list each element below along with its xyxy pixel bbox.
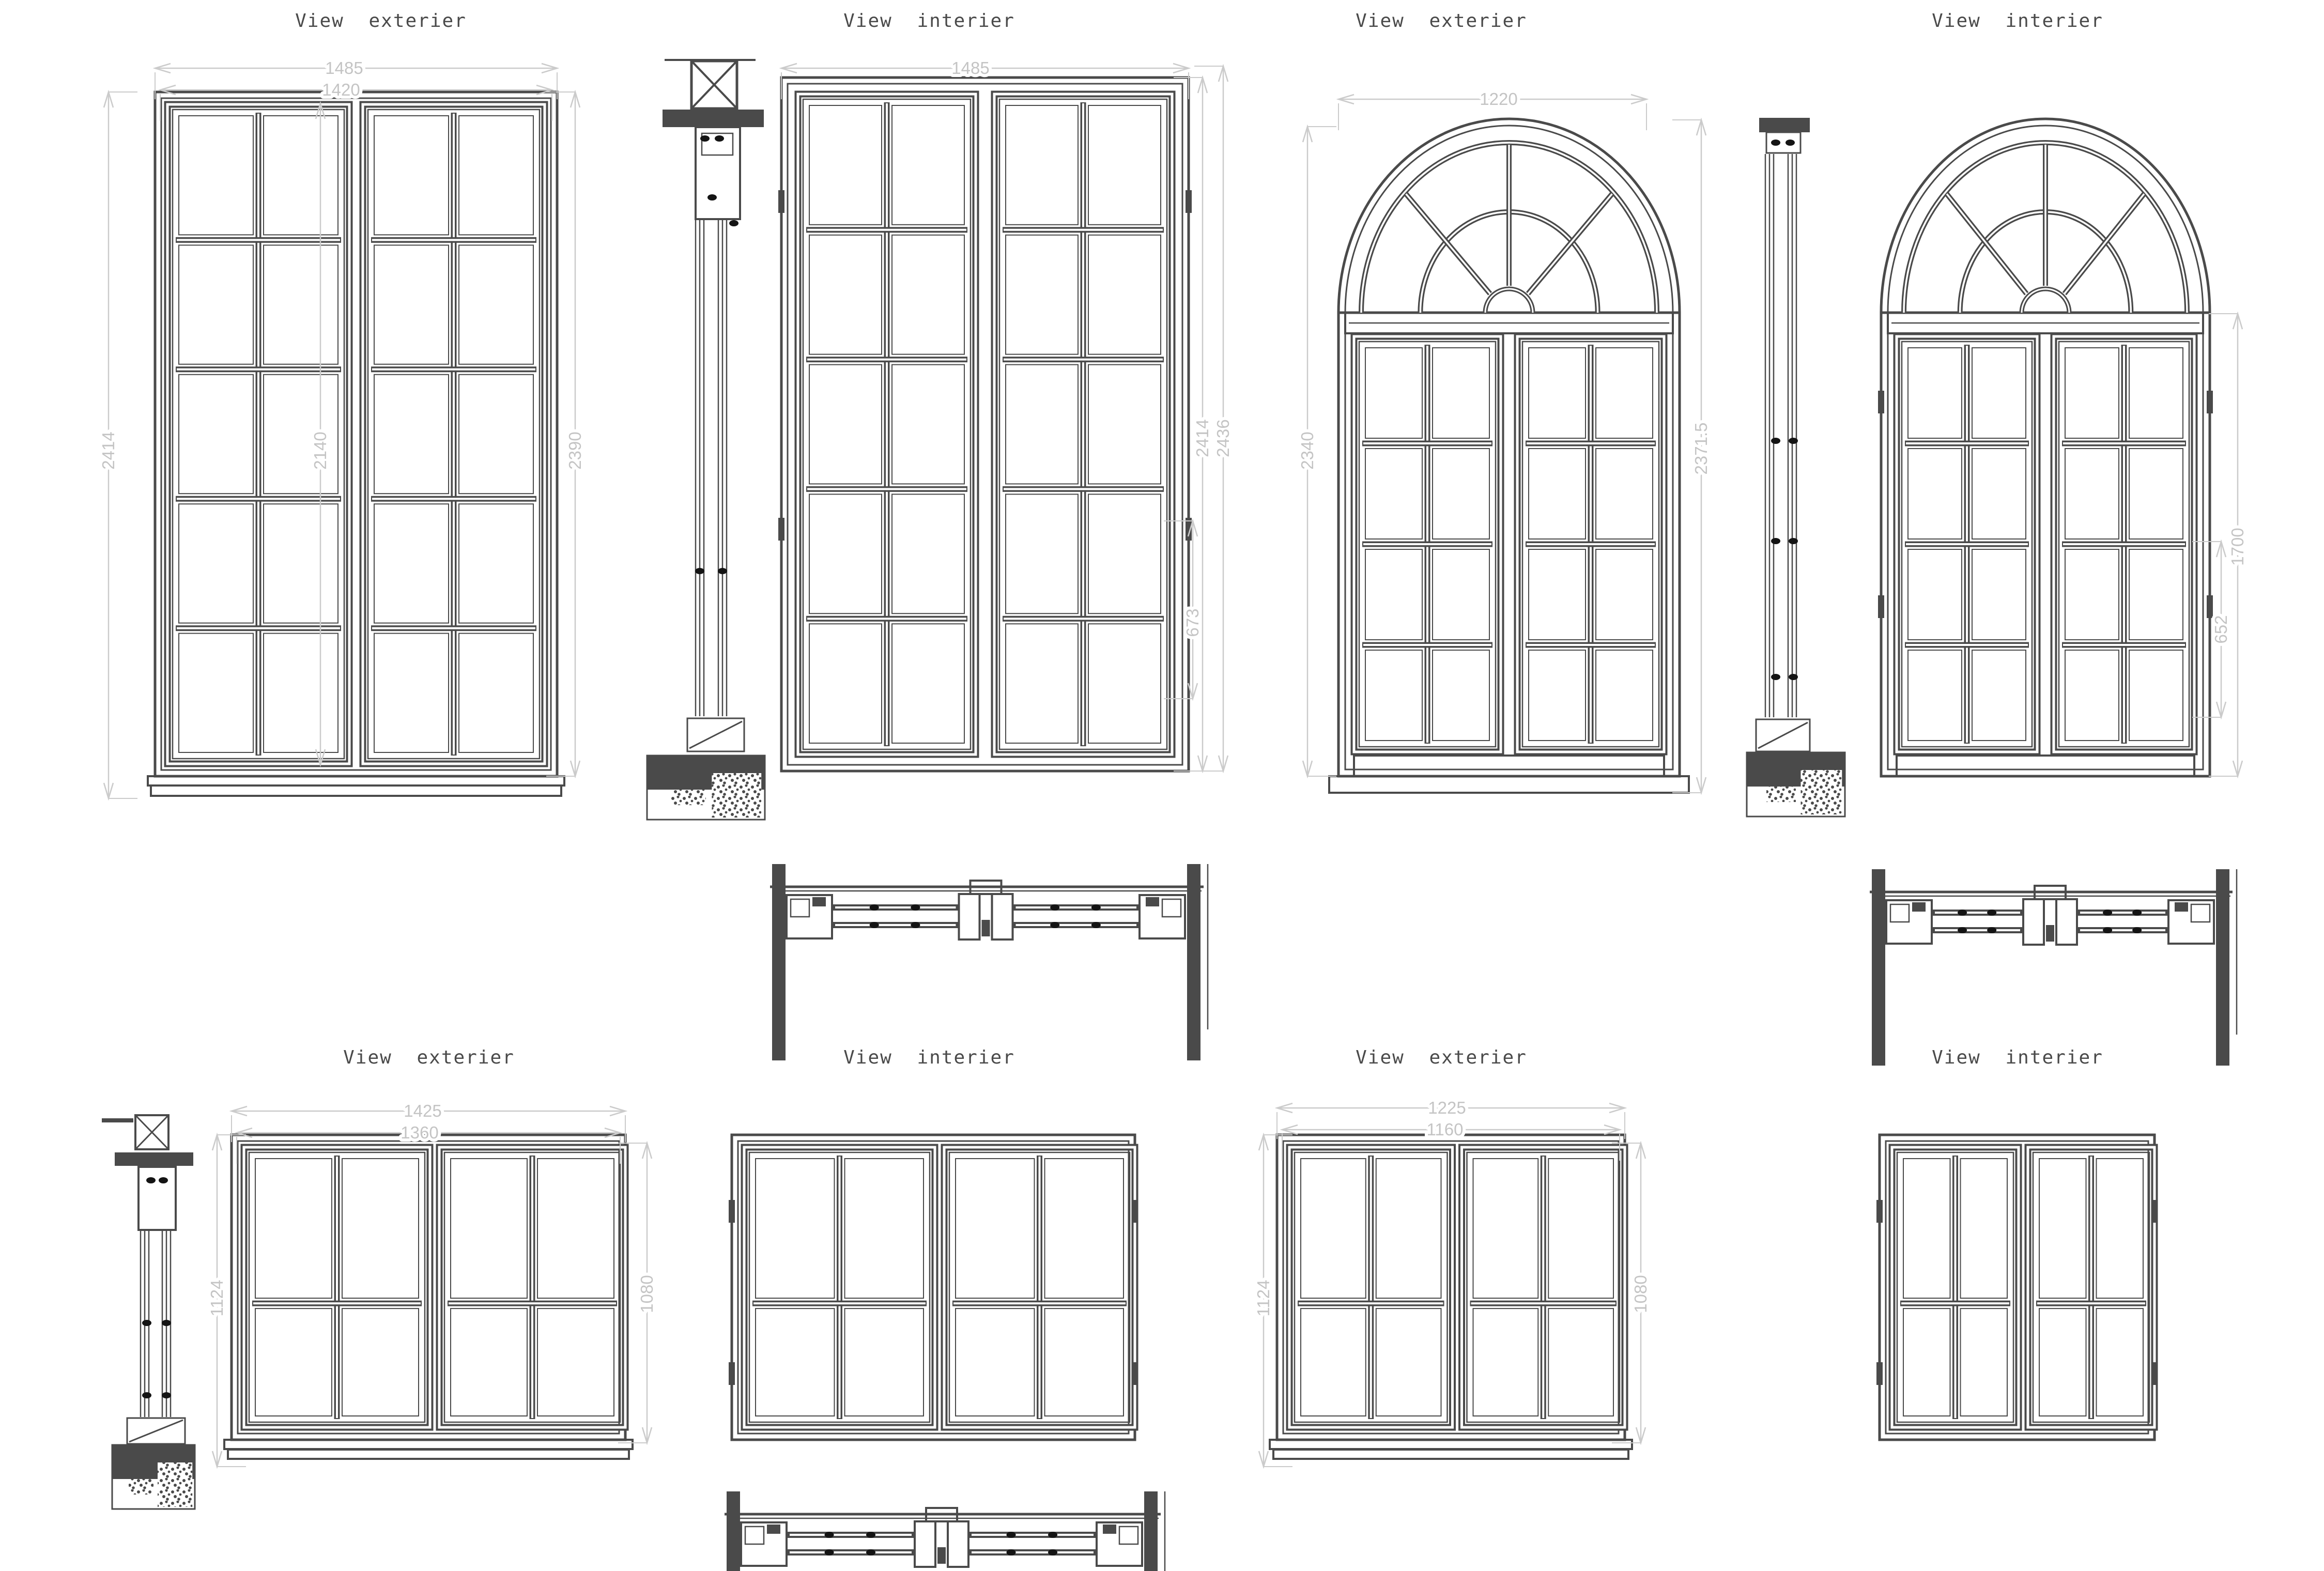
dim-label: 1220 <box>1480 89 1518 109</box>
dim-label: 1225 <box>1428 1098 1466 1117</box>
dim-label: 1080 <box>1631 1275 1650 1313</box>
horizontal-section-detail-3 <box>725 1491 1165 1571</box>
horizontal-section-detail-2 <box>1870 869 2237 1066</box>
panel-casement-exterior-1 <box>148 92 564 796</box>
dim-label: 673 <box>1183 608 1202 637</box>
view-title: View exterier <box>1356 1047 1527 1068</box>
dim-label: 1124 <box>207 1280 226 1317</box>
dim-label: 2436 <box>1213 419 1233 457</box>
view-title: View exterier <box>343 1047 515 1068</box>
dim-label: 1485 <box>951 58 990 78</box>
dim-label: 2414 <box>1193 419 1212 457</box>
view-title: View interier <box>1932 10 2103 32</box>
dim-label: 1360 <box>401 1123 439 1142</box>
horizontal-section-detail-1 <box>770 864 1208 1060</box>
panel-small-casement-interior-1 <box>729 1135 1138 1440</box>
dim-label: 1160 <box>1426 1120 1464 1139</box>
dim-label: 1485 <box>325 58 363 78</box>
vertical-section-detail-2 <box>1747 118 1845 817</box>
vertical-section-detail-3 <box>102 1115 195 1509</box>
view-title: View exterier <box>295 10 467 32</box>
dim-label: 1700 <box>2228 528 2247 566</box>
view-title: View exterier <box>1356 10 1527 32</box>
view-title: View interier <box>1932 1047 2103 1068</box>
panel-arched-interior <box>1878 119 2213 776</box>
dim-label: 652 <box>2211 615 2230 644</box>
dim-label: 1124 <box>1254 1280 1273 1317</box>
view-title: View interier <box>843 10 1015 32</box>
dim-label: 1080 <box>637 1275 656 1313</box>
dim-label: 1425 <box>404 1101 442 1120</box>
dim-label: 1420 <box>322 80 360 99</box>
panel-small-casement-exterior-1 <box>224 1135 633 1459</box>
view-title: View interier <box>843 1047 1015 1068</box>
dim-label: 2340 <box>1298 432 1317 470</box>
dim-label: 2140 <box>311 432 330 470</box>
dim-label: 2414 <box>99 432 118 470</box>
panel-arched-exterior <box>1329 119 1689 793</box>
panel-small-casement-interior-2 <box>1876 1135 2158 1440</box>
panel-casement-interior-1 <box>778 78 1192 771</box>
dim-label: 2390 <box>565 432 584 470</box>
panel-small-casement-exterior-2 <box>1270 1135 1632 1459</box>
vertical-section-detail-1 <box>647 60 765 820</box>
dim-label: 2371.5 <box>1691 422 1711 475</box>
